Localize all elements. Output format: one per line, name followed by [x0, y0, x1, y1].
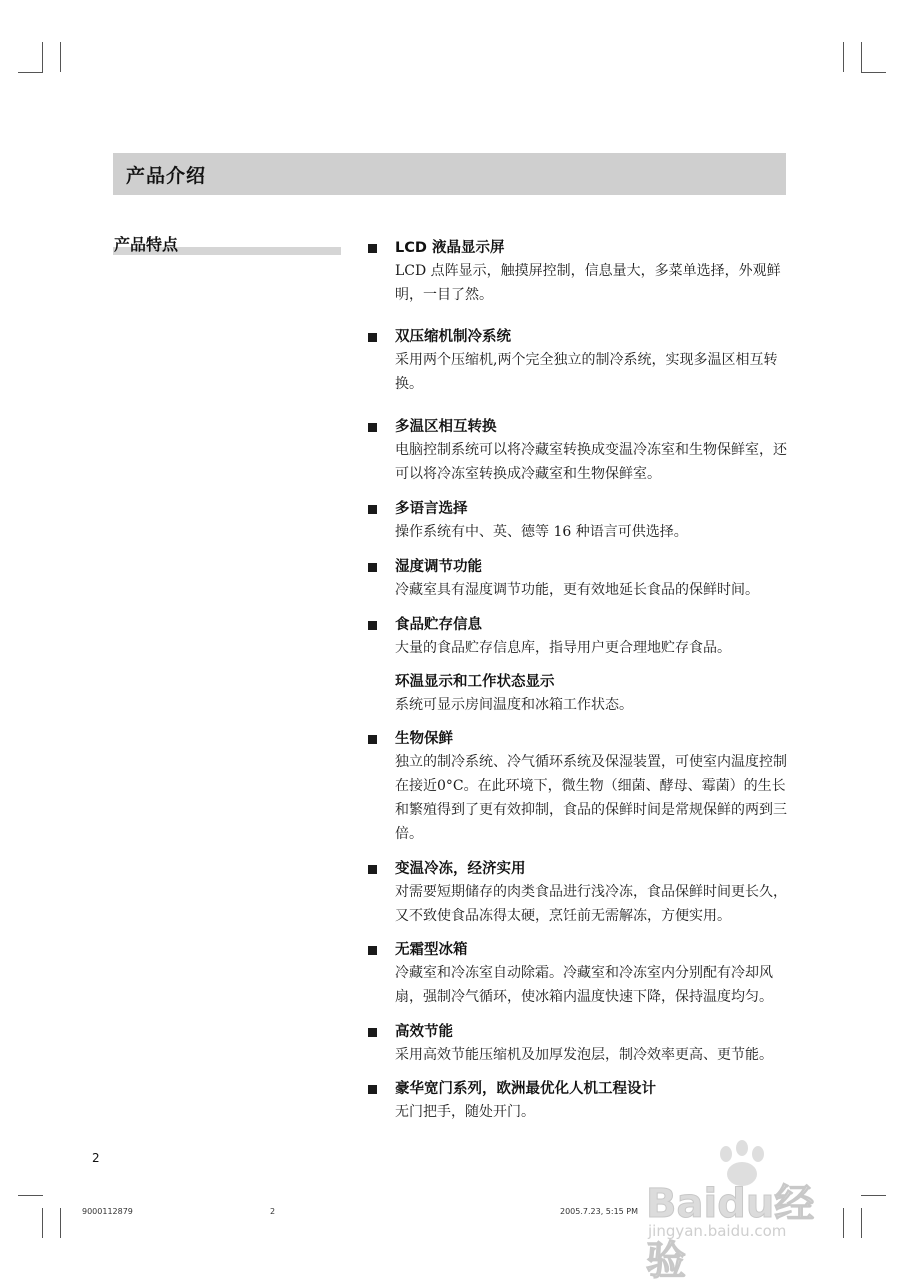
feature-desc: LCD 点阵显示，触摸屏控制，信息量大，多菜单选择，外观鲜明，一目了然。	[395, 263, 781, 303]
crop-mark	[861, 1208, 862, 1238]
page-title: 产品介绍	[126, 165, 207, 187]
crop-mark	[60, 42, 61, 72]
feature-title: 生物保鲜	[395, 731, 453, 747]
feature-item	[366, 417, 790, 486]
crop-mark	[18, 72, 43, 73]
watermark-text: Baidu经验	[646, 1181, 815, 1284]
feature-desc: 无门把手，随处开门。	[395, 1104, 535, 1120]
feature-desc: 大量的食品贮存信息库，指导用户更合理地贮存食品。	[395, 640, 731, 656]
crop-mark	[18, 1195, 43, 1196]
feature-item	[366, 672, 790, 717]
crop-mark	[861, 42, 862, 72]
subheading: 产品特点	[114, 235, 179, 254]
footer-center: 2	[270, 1207, 276, 1216]
feature-desc: 对需要短期储存的肉类食品进行浅冷冻，食品保鲜时间更长久，又不致使食品冻得太硬，烹饪前无需解冻，方便实用。	[395, 884, 787, 924]
crop-mark	[843, 42, 844, 72]
section-banner	[113, 153, 786, 195]
bullet-icon	[368, 505, 377, 514]
bullet-icon	[368, 333, 377, 342]
feature-item	[366, 499, 790, 544]
bullet-icon	[368, 735, 377, 744]
feature-title: 多语言选择	[395, 501, 468, 517]
feature-title: 双压缩机制冷系统	[395, 329, 511, 345]
feature-item	[366, 557, 790, 602]
feature-title: 食品贮存信息	[395, 617, 482, 633]
feature-desc: 电脑控制系统可以将冷藏室转换成变温冷冻室和生物保鲜室，还可以将冷冻室转换成冷藏室和生物保鲜室。	[395, 442, 787, 482]
feature-title: 多温区相互转换	[395, 419, 497, 435]
bullet-icon	[368, 865, 377, 874]
feature-desc: 操作系统有中、英、德等 16 种语言可供选择。	[395, 524, 688, 540]
feature-item	[366, 940, 790, 1009]
feature-item	[366, 859, 790, 928]
feature-desc: 冷藏室和冷冻室自动除霜。冷藏室和冷冻室内分别配有冷却风扇，强制冷气循环，使冰箱内温度快速下降，保持温度均匀。	[395, 965, 773, 1005]
feature-title: 无霜型冰箱	[395, 942, 468, 958]
feature-item	[366, 327, 790, 396]
feature-title: 变温冷冻，经济实用	[395, 861, 526, 877]
bullet-icon	[368, 621, 377, 630]
bullet-icon	[368, 1028, 377, 1037]
crop-mark	[861, 1195, 886, 1196]
bullet-icon	[368, 244, 377, 253]
feature-desc: 采用两个压缩机,两个完全独立的制冷系统，实现多温区相互转换。	[395, 352, 778, 392]
feature-desc: 采用高效节能压缩机及加厚发泡层，制冷效率更高、更节能。	[395, 1047, 773, 1063]
page-number: 2	[92, 1151, 100, 1165]
bullet-icon	[368, 563, 377, 572]
crop-mark	[861, 72, 886, 73]
feature-item	[366, 1022, 790, 1067]
watermark	[640, 1140, 820, 1284]
feature-title: 环温显示和工作状态显示	[395, 674, 555, 690]
crop-mark	[843, 1208, 844, 1238]
crop-mark	[60, 1208, 61, 1238]
feature-list	[366, 238, 790, 1124]
feature-title: 豪华宽门系列，欧洲最优化人机工程设计	[395, 1081, 656, 1097]
footer-right: 2005.7.23, 5:15 PM	[560, 1207, 639, 1216]
watermark-url: jingyan.baidu.com	[648, 1222, 787, 1240]
feature-item	[366, 238, 790, 307]
feature-item	[366, 729, 790, 846]
crop-mark	[42, 1208, 43, 1238]
bullet-icon	[368, 1085, 377, 1094]
feature-desc: 系统可显示房间温度和冰箱工作状态。	[395, 697, 633, 713]
feature-item	[366, 615, 790, 660]
bullet-icon	[368, 423, 377, 432]
footer-left: 9000112879	[82, 1207, 133, 1216]
feature-item	[366, 1079, 790, 1124]
feature-title: 高效节能	[395, 1024, 453, 1040]
crop-mark	[42, 42, 43, 72]
feature-title: 湿度调节功能	[395, 559, 482, 575]
feature-desc: 独立的制冷系统、冷气循环系统及保湿装置，可使室内温度控制在接近0°C。在此环境下，微生物（细菌、酵母、霉菌）的生长和繁殖得到了更有效抑制，食品的保鲜时间是常规保鲜的两到三倍。	[395, 754, 787, 842]
bullet-icon	[368, 946, 377, 955]
feature-title: LCD 液晶显示屏	[395, 240, 505, 256]
feature-desc: 冷藏室具有湿度调节功能，更有效地延长食品的保鲜时间。	[395, 582, 759, 598]
